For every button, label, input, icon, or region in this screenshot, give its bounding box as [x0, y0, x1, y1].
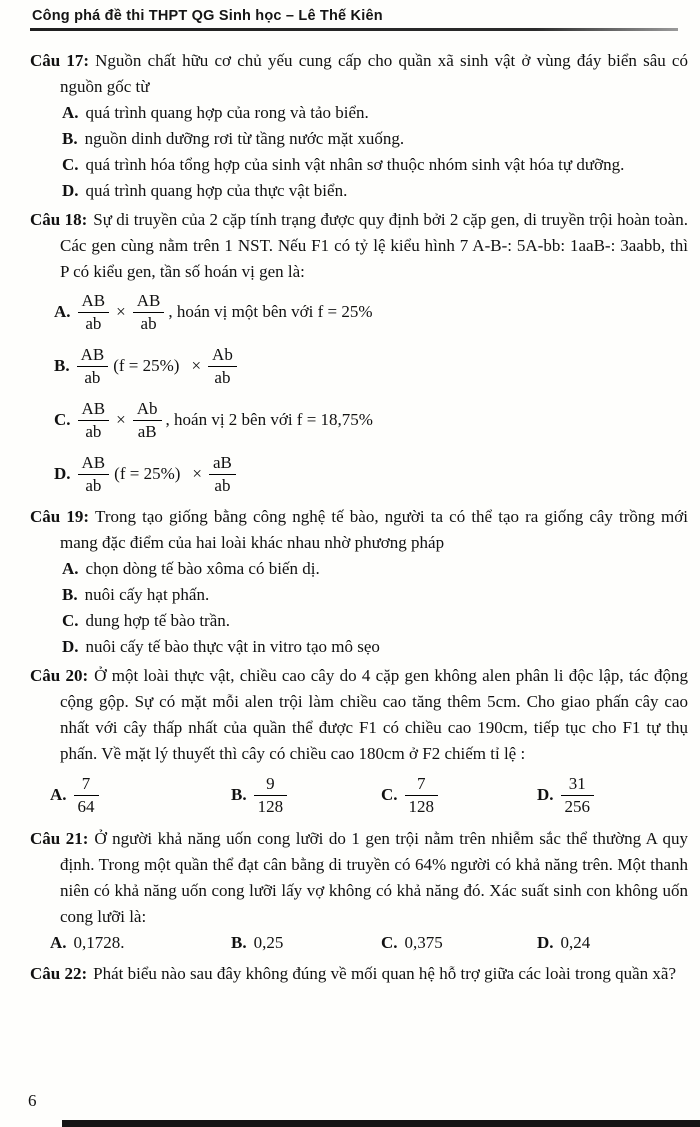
fraction-denominator: ab	[208, 366, 237, 387]
question-22	[30, 961, 688, 987]
option-label: D.	[537, 933, 554, 952]
question-label: Câu 20:	[30, 666, 89, 685]
exam-content	[30, 48, 688, 987]
question-label: Câu 19:	[30, 507, 90, 526]
question-paragraph	[30, 961, 688, 987]
fraction	[74, 774, 99, 815]
option-note: , hoán vị 2 bên với f = 18,75%	[165, 410, 373, 429]
fraction	[78, 291, 110, 332]
multiply-sign: ×	[116, 302, 126, 321]
option-label: B.	[231, 785, 247, 804]
fraction	[77, 345, 109, 386]
fraction-denominator: aB	[133, 420, 162, 441]
fraction-denominator: 64	[74, 795, 99, 816]
option-d	[30, 634, 688, 660]
option-c	[381, 930, 537, 956]
multiply-sign: ×	[116, 410, 126, 429]
fraction-numerator: AB	[81, 453, 106, 473]
option-text: 0,375	[404, 933, 443, 952]
option-c	[30, 152, 688, 178]
option-c	[30, 608, 688, 634]
option-label: B.	[62, 585, 78, 604]
option-a	[50, 774, 231, 815]
question-label: Câu 21:	[30, 829, 89, 848]
option-text: 0,24	[560, 933, 591, 952]
question-text: Ở một loài thực vật, chiều cao cây do 4 cặp gen không alen phân li độc lập, tác động cộng gộp. Sự có mặt mỗi alen trội làm chiều cao tăng thêm 5cm. Cho giao phấn cây cao nhất với cây thấp nhất của quần thể được F1 có chiều cao 190cm, tiếp tục cho F1 tự thụ phấn. Về mặt lý thuyết thì cây có chiều cao 180cm ở F2 chiếm tỉ lệ :	[60, 666, 688, 763]
option-d	[30, 178, 688, 204]
option-text: dung hợp tế bào trần.	[85, 611, 231, 630]
question-paragraph	[30, 504, 688, 556]
option-b	[30, 339, 688, 393]
fraction-denominator: 128	[254, 795, 288, 816]
option-text: nguồn dinh dưỡng rơi từ tầng nước mặt xuống.	[84, 129, 405, 148]
multiply-sign: ×	[191, 356, 202, 375]
option-a	[50, 930, 231, 956]
option-b	[231, 774, 381, 815]
fraction-denominator: ab	[209, 474, 236, 495]
options-row	[30, 767, 688, 823]
fraction-numerator: AB	[80, 345, 105, 365]
option-c	[30, 393, 688, 447]
option-label: B.	[231, 933, 247, 952]
option-text: quá trình quang hợp của thực vật biển.	[85, 181, 348, 200]
option-label: A.	[62, 559, 79, 578]
option-label: B.	[54, 356, 70, 375]
fraction-numerator: Ab	[212, 345, 233, 365]
option-label: D.	[54, 464, 71, 483]
question-paragraph	[30, 207, 688, 285]
option-d	[30, 447, 688, 501]
fraction-denominator: ab	[78, 312, 110, 333]
question-text: Trong tạo giống bằng công nghệ tế bào, người ta có thể tạo ra giống cây trồng mới mang đặc điểm của hai loài khác nhau nhờ phương pháp	[60, 507, 688, 552]
fraction-denominator: ab	[77, 366, 109, 387]
fraction	[254, 774, 288, 815]
question-paragraph	[30, 663, 688, 767]
fraction	[78, 453, 110, 494]
option-a	[30, 100, 688, 126]
fraction-denominator: ab	[78, 474, 110, 495]
option-text: 0,25	[253, 933, 284, 952]
option-note: , hoán vị một bên với f = 25%	[168, 302, 373, 321]
question-text: Ở người khả năng uốn cong lưỡi do 1 gen trội nằm trên nhiễm sắc thể thường A quy định. Trong một quần thể đạt cân bằng di truyền có 64% người có khả năng trên. Một thanh niên có khả năng uốn cong lưỡi lấy vợ không có khả năng đó. Xác suất sinh con không uốn cong lưỡi là:	[60, 829, 688, 926]
option-label: A.	[50, 785, 67, 804]
fraction-numerator: Ab	[136, 399, 158, 419]
option-text: quá trình quang hợp của rong và tảo biển.	[85, 103, 369, 122]
option-label: B.	[62, 129, 78, 148]
question-label: Câu 18:	[30, 210, 88, 229]
fraction-denominator: 128	[405, 795, 439, 816]
header-rule	[30, 28, 678, 31]
fraction-numerator: AB	[81, 291, 106, 311]
question-21	[30, 826, 688, 958]
fraction	[561, 774, 595, 815]
fraction-denominator: 256	[561, 795, 595, 816]
fraction-numerator: AB	[81, 399, 106, 419]
page-number: 6	[28, 1091, 37, 1110]
question-17	[30, 48, 688, 204]
option-label: C.	[62, 611, 79, 630]
fraction-numerator: AB	[136, 291, 161, 311]
question-text: Sự di truyền của 2 cặp tính trạng được quy định bởi 2 cặp gen, di truyền trội hoàn toàn. Các gen cùng nằm trên 1 NST. Nếu F1 có tỷ lệ kiểu hình 7 A-B-: 5A-bb: 1aaB-: 3aabb, thì P có kiểu gen, tần số hoán vị gen là:	[60, 210, 688, 281]
option-a	[30, 285, 688, 339]
fraction-numerator: aB	[212, 453, 232, 473]
option-label: C.	[381, 933, 398, 952]
question-20	[30, 663, 688, 823]
option-a	[30, 556, 688, 582]
option-label: A.	[54, 302, 71, 321]
option-text: nuôi cấy tế bào thực vật in vitro tạo mô sẹo	[85, 637, 380, 656]
option-label: A.	[50, 933, 67, 952]
fraction	[78, 399, 110, 440]
fraction-denominator: ab	[133, 312, 165, 333]
option-label: C.	[54, 410, 71, 429]
question-text: Nguồn chất hữu cơ chủ yếu cung cấp cho quần xã sinh vật ở vùng đáy biển sâu có nguồn gốc từ	[60, 51, 688, 96]
question-label: Câu 17:	[30, 51, 90, 70]
fraction	[133, 399, 162, 440]
option-b	[30, 126, 688, 152]
option-label: D.	[537, 785, 554, 804]
option-label: D.	[62, 181, 79, 200]
option-label: A.	[62, 103, 79, 122]
question-paragraph	[30, 826, 688, 930]
option-text: quá trình hóa tổng hợp của sinh vật nhân sơ thuộc nhóm sinh vật hóa tự dưỡng.	[85, 155, 625, 174]
fraction-numerator: 31	[568, 774, 586, 794]
question-19	[30, 504, 688, 660]
question-label: Câu 22:	[30, 964, 88, 983]
fraction	[405, 774, 439, 815]
option-d	[537, 774, 594, 815]
option-label: C.	[381, 785, 398, 804]
options-row	[30, 930, 688, 958]
frequency-parenthetical: (f = 25%)	[113, 356, 180, 375]
question-paragraph	[30, 48, 688, 100]
fraction	[208, 345, 237, 386]
multiply-sign: ×	[192, 464, 202, 483]
option-b	[231, 930, 381, 956]
bottom-scan-artifact	[62, 1120, 700, 1127]
header-title: Công phá đề thi THPT QG Sinh học – Lê Thế Kiên	[32, 8, 383, 24]
page-header	[30, 8, 688, 31]
option-c	[381, 774, 537, 815]
question-18	[30, 207, 688, 501]
option-b	[30, 582, 688, 608]
option-text: chọn dòng tế bào xôma có biến dị.	[85, 559, 320, 578]
option-text: nuôi cấy hạt phấn.	[84, 585, 210, 604]
option-label: C.	[62, 155, 79, 174]
option-text: 0,1728.	[73, 933, 125, 952]
fraction-numerator: 9	[266, 774, 275, 794]
fraction-numerator: 7	[417, 774, 426, 794]
fraction-numerator: 7	[81, 774, 91, 794]
fraction	[133, 291, 165, 332]
option-d	[537, 930, 590, 956]
fraction-denominator: ab	[78, 420, 110, 441]
fraction	[209, 453, 236, 494]
frequency-parenthetical: (f = 25%)	[114, 464, 181, 483]
question-text: Phát biểu nào sau đây không đúng về mối quan hệ hỗ trợ giữa các loài trong quần xã?	[93, 964, 676, 983]
option-label: D.	[62, 637, 79, 656]
